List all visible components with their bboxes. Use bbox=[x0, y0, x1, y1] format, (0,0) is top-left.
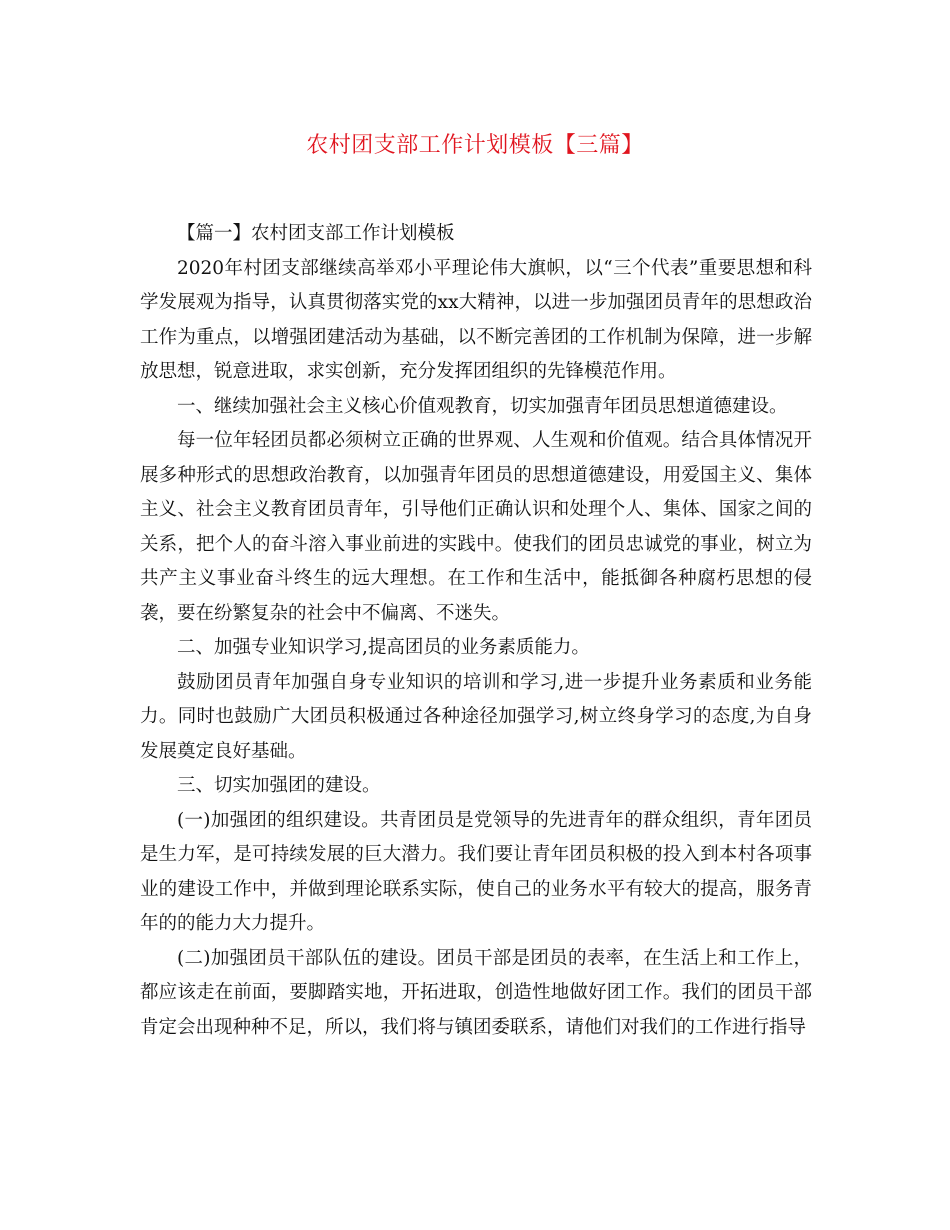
document-body bbox=[140, 217, 812, 1045]
body-paragraph: 鼓励团员青年加强自身专业知识的培训和学习,进一步提升业务素质和业务能力。同时也鼓励广大团员积极通过各种途径加强学习,树立终身学习的态度,为自身发展奠定良好基础。 bbox=[140, 671, 812, 762]
section-heading-2: 一、继续加强社会主义核心价值观教育，切实加强青年团员思想道德建设。 bbox=[177, 395, 788, 417]
document-title: 农村团支部工作计划模板【三篇】 bbox=[306, 133, 644, 158]
section-heading-1: 【篇一】农村团支部工作计划模板 bbox=[177, 223, 455, 244]
section-heading-4: 三、切实加强团的建设。 bbox=[177, 775, 381, 796]
body-paragraph: (一)加强团的组织建设。共青团员是党领导的先进青年的群众组织，青年团员是生力军，是可持续发展的巨大潜力。我们要让青年团员积极的投入到本村各项事业的建设工作中，并做到理论联系实际，使自己的业务水平有较大的提高，服务青年的的能力大力提升。 bbox=[140, 809, 812, 934]
section-heading-3: 二、加强专业知识学习,提高团员的业务素质能力。 bbox=[177, 637, 590, 658]
body-paragraph: 每一位年轻团员都必须树立正确的世界观、人生观和价值观。结合具体情况开展多种形式的思想政治教育，以加强青年团员的思想道德建设，用爱国主义、集体主义、社会主义教育团员青年，引导他们正确认识和处理个人、集体、国家之间的关系，把个人的奋斗溶入事业前进的实践中。使我们的团员忠诚党的事业，树立为共产主义事业奋斗终生的远大理想。在工作和生活中，能抵御各种腐朽思想的侵袭，要在纷繁复杂的社会中不偏离、不迷失。 bbox=[140, 430, 812, 624]
body-paragraph: (二)加强团员干部队伍的建设。团员干部是团员的表率，在生活上和工作上，都应该走在前面，要脚踏实地，开拓进取，创造性地做好团工作。我们的团员干部肯定会出现种种不足，所以，我们将与镇团委联系，请他们对我们的工作进行指导 bbox=[140, 947, 812, 1038]
body-paragraph: 2020年村团支部继续高举邓小平理论伟大旗帜，以“三个代表”重要思想和科学发展观为指导，认真贯彻落实党的xx大精神，以进一步加强团员青年的思想政治工作为重点，以增强团建活动为基础，以不断完善团的工作机制为保障，进一步解放思想，锐意进取，求实创新，充分发挥团组织的先锋模范作用。 bbox=[140, 257, 812, 382]
